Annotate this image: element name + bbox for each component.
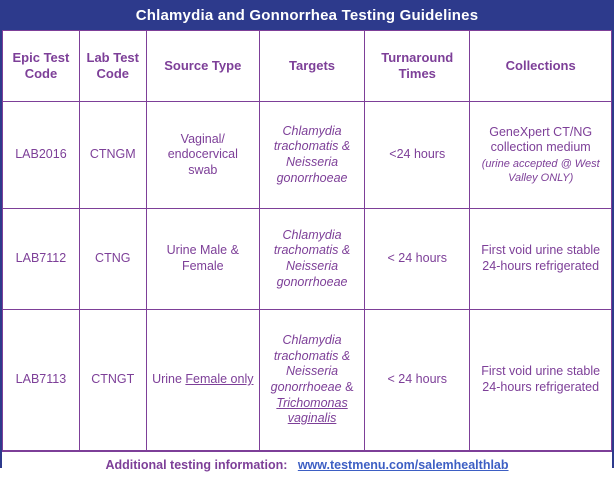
page-title: Chlamydia and Gonnorrhea Testing Guidelines [2,2,612,30]
collection-medium: GeneXpert CT/NG collection medium [489,124,593,155]
cell-epic-code: LAB2016 [3,102,80,209]
cell-epic-code: LAB7113 [3,310,80,451]
cell-targets [259,310,364,451]
cell-lab-code: CTNGT [79,310,146,451]
cell-source-type [146,310,259,451]
column-header-turnaround-times: Turnaround Times [365,31,470,102]
column-header-epic-test-code: Epic Test Code [3,31,80,102]
source-type-emphasis: Female only [185,372,254,387]
collection-note: (urine accepted @ West Valley ONLY) [481,157,600,184]
target-organism-2: Neisseria gonorrhoeae [276,155,348,185]
target-organism-1: Chlamydia trachomatis & [273,123,351,154]
table-header-row [3,31,612,102]
cell-collections: First void urine stable 24-hours refrigerated [470,209,612,310]
cell-collections: First void urine stable 24-hours refrigerated [470,310,612,451]
column-header-lab-test-code: Lab Test Code [79,31,146,102]
cell-collections [470,102,612,209]
cell-turnaround: < 24 hours [365,310,470,451]
footer-note [2,451,612,479]
target-organism-1: Chlamydia trachomatis & [273,333,351,363]
table-row [3,209,612,310]
target-organism-3: Trichomonas vaginalis [276,395,348,426]
cell-turnaround: < 24 hours [365,209,470,310]
table-row [3,310,612,451]
cell-epic-code: LAB7112 [3,209,80,310]
testing-guidelines-table-wrap [2,30,612,451]
table-row [3,102,612,209]
cell-targets [259,209,364,310]
cell-lab-code: CTNGM [79,102,146,209]
cell-source-type: Urine Male & Female [146,209,259,310]
footer-label: Additional testing information: [105,458,288,472]
cell-turnaround: <24 hours [365,102,470,209]
target-organism-2: Neisseria gonorrhoeae [270,364,342,394]
testmenu-link[interactable]: www.testmenu.com/salemhealthlab [297,458,509,472]
target-organism-1: Chlamydia trachomatis & [273,227,351,258]
column-header-source-type: Source Type [146,31,259,102]
cell-lab-code: CTNG [79,209,146,310]
column-header-collections: Collections [470,31,612,102]
target-conjunction: & [345,380,354,394]
cell-targets [259,102,364,209]
testing-guidelines-table [2,30,612,451]
target-organism-2: Neisseria gonorrhoeae [276,259,348,289]
column-header-targets: Targets [259,31,364,102]
source-type-prefix: Urine [152,372,186,387]
cell-source-type: Vaginal/ endocervical swab [146,102,259,209]
